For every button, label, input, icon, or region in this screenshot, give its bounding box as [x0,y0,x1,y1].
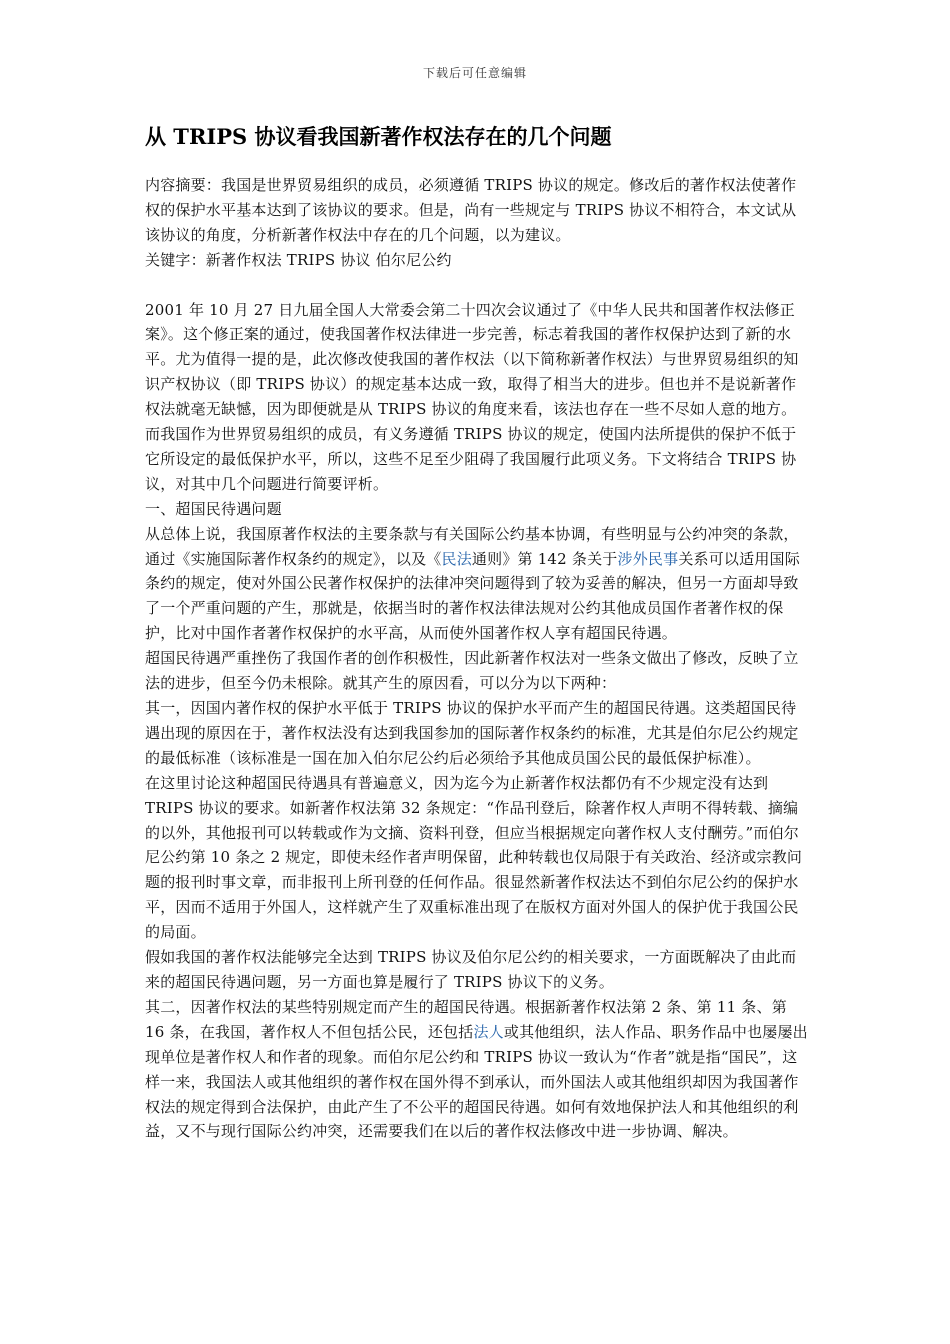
paragraph-6-text-a: 其二，因著作权法的某些特别规定而产生的超国民待遇。根据新著作权法第 2 条、第 11 条、第 16 条，在我国，著作权人不但包括公民，还包括 [145,997,787,1041]
section-heading-1: 一、超国民待遇问题 [145,499,282,518]
paragraph-1 [145,522,810,647]
paragraph-6 [145,995,810,1144]
link-legal-person[interactable]: 法人 [473,1022,504,1041]
paragraph-3: 其一，因国内著作权的保护水平低于 TRIPS 协议的保护水平而产生的超国民待遇。这类超国民待遇出现的原因在于，著作权法没有达到我国参加的国际著作权条约的标准，尤其是伯尔尼公约规定的最低标准（该标准是一国在加入伯尔尼公约后必须给予其他成员国公民的最低保护标准）。 [145,699,799,767]
paragraph-1-text-b: 通则》第 142 条关于 [471,549,618,568]
abstract: 内容摘要：我国是世界贸易组织的成员，必须遵循 TRIPS 协议的规定。修改后的著作权法使著作权的保护水平基本达到了该协议的要求。但是，尚有一些规定与 TRIPS 协议不相符合，本文试从该协议的角度，分析新著作权法中存在的几个问题，以为建议。 [145,176,797,244]
link-foreign-civil[interactable]: 涉外民事 [617,549,679,568]
paragraph-2: 超国民待遇严重挫伤了我国作者的创作积极性，因此新著作权法对一些条文做出了修改，反映了立法的进步，但至今仍未根除。就其产生的原因看，可以分为以下两种： [145,649,799,693]
article-body [145,173,810,1144]
link-civil-law[interactable]: 民法 [441,549,472,568]
paragraph-4: 在这里讨论这种超国民待遇具有普遍意义，因为迄今为止新著作权法都仍有不少规定没有达到 TRIPS 协议的要求。如新著作权法第 32 条规定：“作品刊登后，除著作权人声明不得转载、摘编的以外，其他报刊可以转载或作为文摘、资料刊登，但应当根据规定向著作权人支付酬劳。”而伯尔尼公约第 10 条之 2 规定，即使未经作者声明保留，此种转载也仅局限于有关政治、经济或宗教问题的报刊时事文章，而非报刊上所刊登的任何作品。很显然新著作权法达不到伯尔尼公约的保护水平，因而不适用于外国人，这样就产生了双重标准出现了在版权方面对外国人的保护优于我国公民的局面。 [145,773,803,942]
paragraph-1-text-a: 从总体上说，我国原著作权法的主要条款与有关国际公约基本协调，有些明显与公约冲突的条款，通过《实施国际著作权条约的规定》，以及《 [145,524,799,568]
paragraph-1-text-c: 关系可以适用国际条约的规定，使对外国公民著作权保护的法律冲突问题得到了较为妥善的解决，但另一方面却导致了一个严重问题的产生，那就是，依据当时的著作权法律法规对公约其他成员国作者著作权的保护，比对中国作者著作权保护的水平高，从而使外国著作权人享有超国民待遇。 [145,549,800,643]
intro-paragraph: 2001 年 10 月 27 日九届全国人大常委会第二十四次会议通过了《中华人民共和国著作权法修正案》。这个修正案的通过，使我国著作权法律进一步完善，标志着我国的著作权保护达到了新的水平。尤为值得一提的是，此次修改使我国的著作权法（以下简称新著作权法）与世界贸易组织的知识产权协议（即 TRIPS 协议）的规定基本达成一致，取得了相当大的进步。但也并不是说新著作权法就毫无缺憾，因为即便就是从 TRIPS 协议的角度来看，该法也存在一些不尽如人意的地方。而我国作为世界贸易组织的成员，有义务遵循 TRIPS 协议的规定，使国内法所提供的保护不低于它所设定的最低保护水平，所以，这些不足至少阻碍了我国履行此项义务。下文将结合 TRIPS 协议，对其中几个问题进行简要评析。 [145,300,799,493]
paragraph-5: 假如我国的著作权法能够完全达到 TRIPS 协议及伯尔尼公约的相关要求，一方面既解决了由此而来的超国民待遇问题，另一方面也算是履行了 TRIPS 协议下的义务。 [145,948,797,991]
paragraph-6-text-b: 或其他组织，法人作品、职务作品中也屡屡出现单位是著作权人和作者的现象。而伯尔尼公约和 TRIPS 协议一致认为“作者”就是指“国民”，这样一来，我国法人或其他组织的著作权在国外得不到承认，而外国法人或其他组织却因为我国著作权法的规定得到合法保护，由此产生了不公平的超国民待遇。如何有效地保护法人和其他组织的利益，又不与现行国际公约冲突，还需要我们在以后的著作权法修改中进一步协调、解决。 [145,1022,808,1141]
article-title: 从 TRIPS 协议看我国新著作权法存在的几个问题 [145,124,612,149]
keywords: 关键字：新著作权法 TRIPS 协议 伯尔尼公约 [145,250,452,269]
page-header-note: 下载后可任意编辑 [422,66,527,80]
blank-line [145,273,810,298]
